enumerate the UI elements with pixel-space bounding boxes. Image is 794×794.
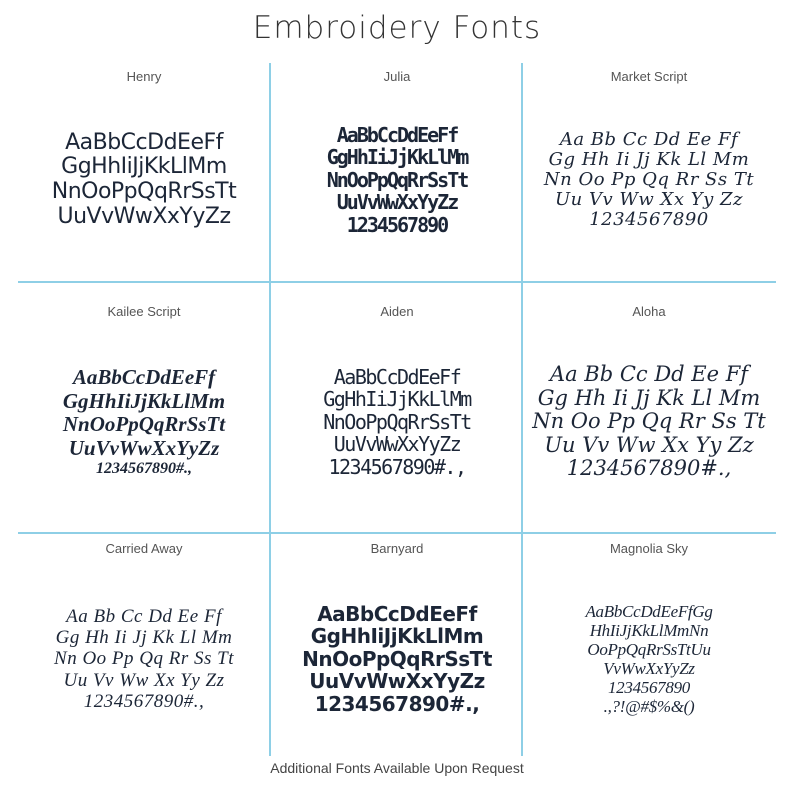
font-name: Aloha: [632, 304, 666, 319]
sample-line: GgHhIiJjKkLlMm: [61, 154, 227, 180]
sample-line: Nn Oo Pp Qq Rr Ss Tt: [532, 409, 766, 434]
sample-line: Aa Bb Cc Dd Ee Ff: [549, 362, 749, 387]
sample-line: UuVvWwXxYyZz: [333, 432, 461, 457]
sample-line: 1234567890#.,: [314, 691, 480, 716]
sample-line: AaBbCcDdEeFf: [336, 123, 458, 148]
sample-line: GgHhIiJjKkLlMm: [323, 387, 471, 412]
sample-line: AaBbCcDdEeFf: [72, 365, 216, 390]
font-name: Aiden: [380, 304, 414, 319]
font-sample: [18, 558, 270, 766]
sample-line: NnOoPpQqRrSsTt: [51, 179, 237, 204]
sample-line: 1234567890#.,: [328, 454, 466, 479]
sample-line: GgHhIiJjKkLlMm: [326, 145, 468, 170]
grid-divider-horizontal-2: [18, 532, 776, 534]
font-name: Julia: [383, 69, 411, 84]
sample-line: VvWwXxYyZz: [603, 659, 695, 678]
font-cell-henry: [18, 63, 270, 294]
sample-line: OoPpQqRrSsTtUu: [587, 639, 711, 659]
font-cell-aloha: [523, 298, 775, 529]
font-sample: [271, 72, 523, 294]
font-sample: [271, 558, 523, 766]
sample-line: UuVvWwXxYyZz: [68, 435, 220, 460]
sample-line: Nn Oo Pp Qq Rr Ss Tt: [54, 648, 234, 670]
page-title: Embroidery Fonts: [252, 10, 542, 46]
font-name: Market Script: [610, 69, 688, 84]
font-cell-carried-away: [18, 535, 270, 766]
sample-line: UuVvWwXxYyZz: [336, 190, 458, 215]
sample-line: AaBbCcDdEeFf: [317, 602, 477, 627]
font-name: Henry: [126, 69, 162, 84]
font-name: Carried Away: [105, 541, 183, 556]
font-sample: [271, 321, 523, 529]
sample-line: UuVvWwXxYyZz: [57, 203, 231, 229]
sample-line: Nn Oo Pp Qq Rr Ss Tt: [543, 168, 755, 190]
sample-line: NnOoPpQqRrSsTt: [326, 167, 468, 192]
sample-line: 1234567890: [589, 209, 709, 231]
sample-line: Aa Bb Cc Dd Ee Ff: [559, 128, 739, 150]
sample-line: AaBbCcDdEeFf: [333, 365, 461, 390]
sample-line: AaBbCcDdEeFfGg: [585, 601, 713, 621]
sample-line: Gg Hh Ii Jj Kk Ll Mm: [55, 627, 233, 649]
font-sample: [523, 558, 775, 766]
sample-line: Gg Hh Ii Jj Kk Ll Mm: [548, 148, 750, 170]
sample-line: .,?!@#$%&(): [603, 697, 695, 717]
sample-line: Gg Hh Ii Jj Kk Ll Mm: [537, 385, 761, 410]
sample-line: Uu Vv Ww Xx Yy Zz: [555, 189, 743, 211]
footer-note: Additional Fonts Available Upon Request: [270, 760, 524, 776]
sample-line: Uu Vv Ww Xx Yy Zz: [544, 432, 754, 457]
sample-line: NnOoPpQqRrSsTt: [302, 646, 492, 671]
sample-line: GgHhIiJjKkLlMm: [62, 388, 226, 413]
sample-line: NnOoPpQqRrSsTt: [62, 412, 226, 437]
font-sample: [523, 72, 775, 294]
font-cell-julia: [271, 63, 523, 294]
sample-line: GgHhIiJjKkLlMm: [310, 624, 484, 649]
font-cell-magnolia-sky: [523, 535, 775, 766]
sample-line: Uu Vv Ww Xx Yy Zz: [63, 669, 225, 691]
font-name: Kailee Script: [107, 304, 181, 319]
sample-line: 1234567890: [607, 678, 690, 698]
font-name: Barnyard: [370, 541, 424, 556]
font-cell-kailee-script: [18, 298, 270, 529]
font-name: Magnolia Sky: [609, 541, 689, 556]
sample-line: 1234567890#.,: [96, 460, 192, 478]
font-cell-aiden: [271, 298, 523, 529]
font-sample: [18, 321, 270, 529]
sample-line: Aa Bb Cc Dd Ee Ff: [66, 605, 222, 627]
sample-line: UuVvWwXxYyZz: [309, 669, 485, 694]
font-grid: [18, 63, 776, 756]
sample-line: AaBbCcDdEeFf: [65, 129, 223, 155]
font-sample: [523, 321, 775, 529]
sample-line: NnOoPpQqRrSsTt: [323, 409, 471, 434]
font-cell-market-script: [523, 63, 775, 294]
sample-line: 1234567890#.,: [566, 456, 732, 481]
font-sample: [18, 72, 270, 294]
font-cell-barnyard: [271, 535, 523, 766]
sample-line: 1234567890: [346, 212, 448, 237]
sample-line: HhIiJjKkLlMmNn: [589, 620, 709, 640]
sample-line: 1234567890#.,: [83, 690, 205, 712]
